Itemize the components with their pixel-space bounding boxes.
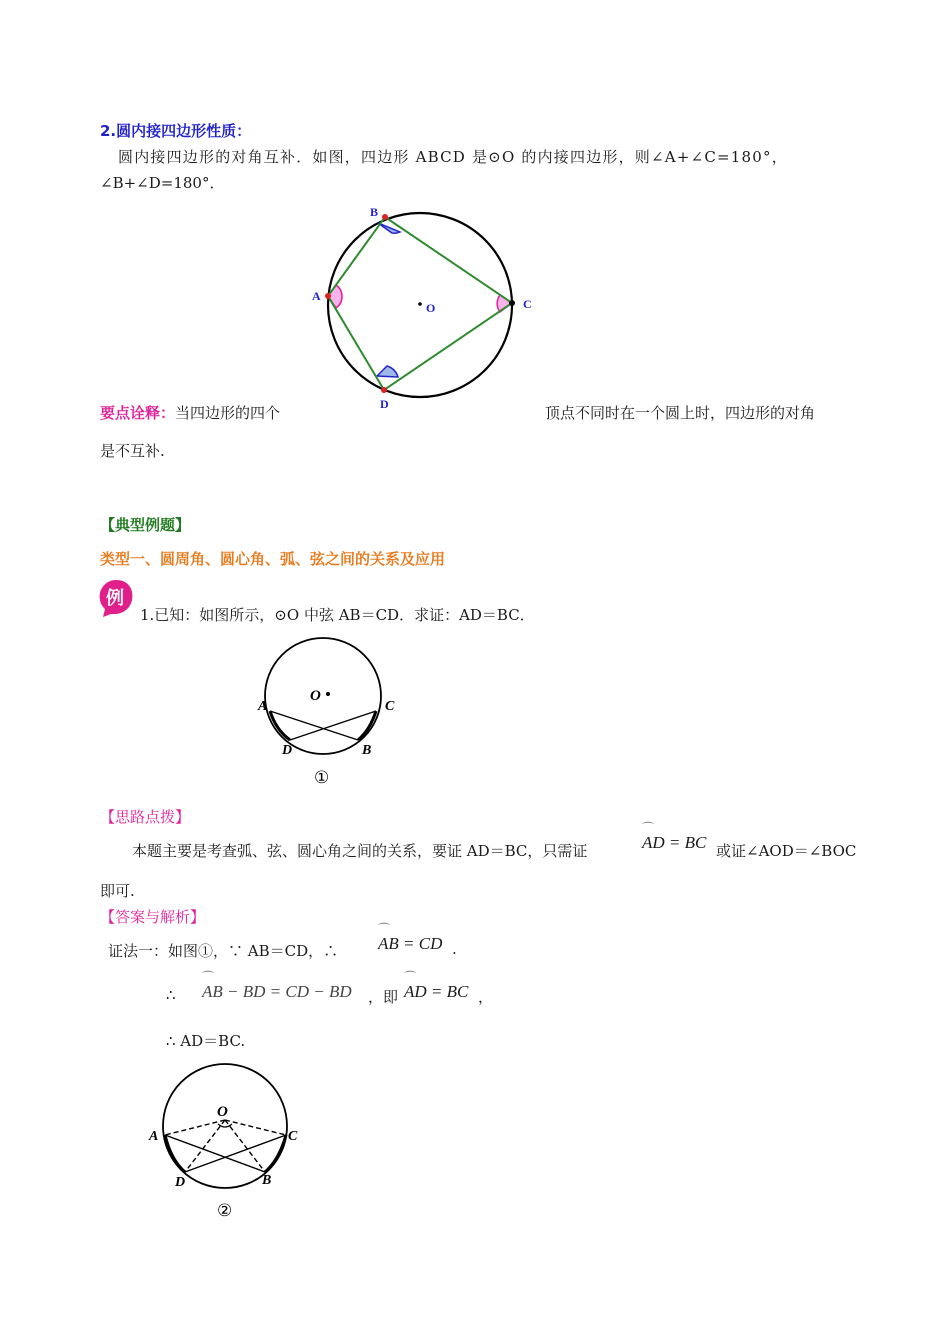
- answer-line2-end: ，: [478, 988, 494, 1006]
- label-b: B: [262, 1173, 272, 1188]
- key-point-line: [100, 402, 280, 423]
- radius-oc: [225, 1120, 286, 1135]
- key-point-text-left: 当四边形的四个: [175, 404, 281, 422]
- label-a: A: [149, 1129, 159, 1144]
- label-o: O: [217, 1104, 228, 1120]
- answer-line2-therefore: ∴: [166, 986, 176, 1004]
- label-a: A: [312, 289, 321, 303]
- point-b: [382, 214, 388, 220]
- answer-line1-period: .: [452, 940, 457, 958]
- label-o: O: [310, 688, 321, 704]
- point-a: [325, 293, 331, 299]
- label-o: O: [426, 301, 436, 315]
- label-c: C: [385, 699, 395, 714]
- center-point: [326, 692, 330, 696]
- hint-text-cont: 即可.: [100, 882, 135, 900]
- property-text-line2: ∠B+∠D=180°．: [100, 174, 225, 192]
- label-a: A: [258, 699, 268, 714]
- example-badge: [97, 578, 135, 616]
- property-text-line1: 圆内接四边形的对角互补．如图，四边形 ABCD 是⊙O 的内接四边形，则∠A+∠C=180°，: [118, 148, 788, 166]
- figure-2-caption: ②: [217, 1201, 233, 1220]
- figure-2: [145, 1062, 315, 1224]
- hint-text-after: 或证∠AOD＝∠BOC: [716, 842, 857, 860]
- hint-arc-equation: ⌒ AD = BC: [642, 833, 706, 853]
- answer-line3: ∴ AD＝BC.: [166, 1032, 246, 1050]
- label-d: D: [380, 397, 389, 411]
- label-b: B: [362, 743, 372, 758]
- center-point-o: [418, 302, 422, 306]
- label-d: D: [282, 743, 293, 758]
- section-heading: 2.圆内接四边形性质：: [100, 122, 252, 140]
- answer-line2-math: ⌒ AB − BD = CD − BD: [202, 982, 352, 1002]
- key-point-text-right: 顶点不同时在一个圆上时，四边形的对角: [545, 404, 816, 422]
- hint-header: 【思路点拨】: [100, 808, 191, 826]
- label-c: C: [288, 1129, 298, 1144]
- type-one-heading: 类型一、圆周角、圆心角、弧、弦之间的关系及应用: [100, 550, 446, 568]
- angle-d-mark: [377, 366, 398, 377]
- key-point-text-cont: 是不互补.: [100, 442, 165, 460]
- arc-bc: [265, 1135, 286, 1172]
- figure-1: [250, 636, 410, 791]
- example-badge-label: 例: [106, 588, 124, 609]
- answer-line2-mid: ，即: [368, 988, 399, 1006]
- cyclic-quadrilateral-figure: [300, 200, 550, 420]
- label-c: C: [523, 297, 532, 311]
- examples-header: 【典型例题】: [100, 516, 191, 534]
- figure-1-caption: ①: [314, 768, 330, 787]
- point-c: [509, 300, 515, 306]
- label-b: B: [370, 205, 379, 219]
- point-d: [381, 387, 387, 393]
- answer-line2-math2: ⌒ AD = BC: [404, 982, 468, 1002]
- answer-line1-prefix: 证法一：如图①，∵ AB＝CD，∴: [108, 942, 339, 960]
- example1-text: 1.已知：如图所示，⊙O 中弦 AB＝CD．求证：AD＝BC．: [140, 606, 535, 624]
- answer-line1-math: ⌒ AB = CD: [378, 934, 442, 954]
- answer-header: 【答案与解析】: [100, 908, 206, 926]
- label-d: D: [175, 1175, 186, 1190]
- radius-oa: [165, 1120, 225, 1135]
- key-point-label: 要点诠释：: [100, 404, 176, 422]
- hint-text-before: 本题主要是考查弧、弦、圆心角之间的关系，要证 AD＝BC，只需证: [132, 842, 588, 860]
